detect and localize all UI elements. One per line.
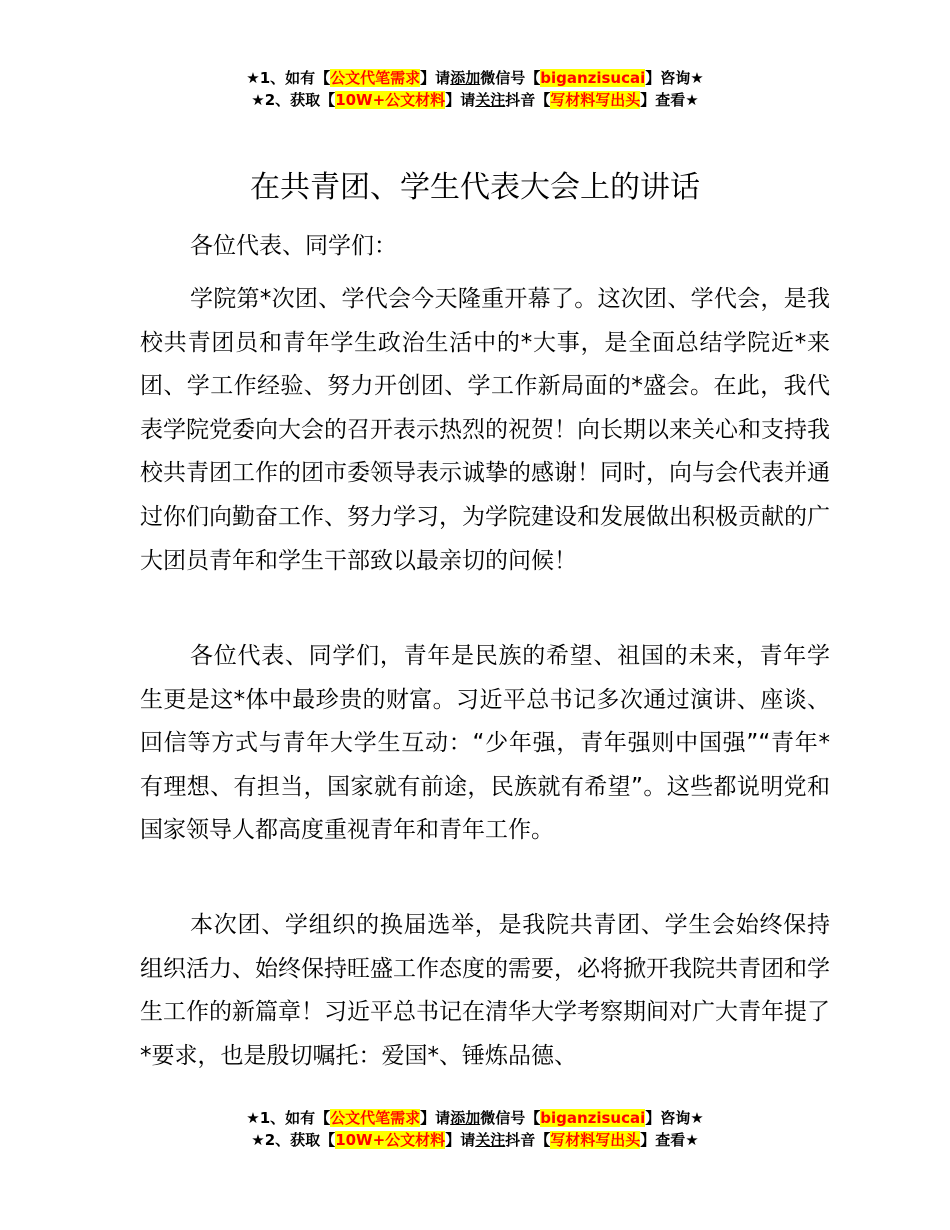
footer-banner — [0, 1107, 950, 1151]
paragraph-1: 学院第*次团、学代会今天隆重开幕了。这次团、学代会，是我校共青团员和青年学生政治生活中的*大事，是全面总结学院近*来团、学工作经验、努力开创团、学工作新局面的*盛会。在此，我代表学院党委向大会的召开表示热烈的祝贺！向长期以来关心和支持我校共青团工作的团市委领导表示诚挚的感谢！同时，向与会代表并通过你们向勤奋工作、努力学习，为学院建设和发展做出积极贡献的广大团员青年和学生干部致以最亲切的问候！ — [140, 286, 830, 574]
banner-highlight: 公文代笔需求 — [330, 69, 421, 87]
banner-underlined-text: 添加 — [450, 69, 481, 87]
banner-text: 】查看★ — [640, 91, 699, 109]
banner-text: 】请 — [420, 1109, 451, 1127]
banner-text: 抖音【 — [505, 91, 551, 109]
salutation: 各位代表、同学们： — [190, 233, 397, 259]
paragraph-3: 本次团、学组织的换届选举，是我院共青团、学生会始终保持组织活力、始终保持旺盛工作态度的需要，必将掀开我院共青团和学生工作的新篇章！习近平总书记在清华大学考察期间对广大青年提了*要求，也是殷切嘱托：爱国*、锤炼品德、 — [140, 912, 830, 1069]
banner-highlight: 写材料写出头 — [550, 91, 641, 109]
banner-text: 微信号【 — [480, 69, 541, 87]
banner-underlined-text: 关注 — [475, 1131, 506, 1149]
banner-highlight: 写材料写出头 — [550, 1131, 641, 1149]
banner-text: ★2、获取【 — [251, 1131, 336, 1149]
banner-text: 微信号【 — [480, 1109, 541, 1127]
banner-highlight: biganzisucai — [540, 69, 646, 87]
banner-text: ★1、如有【 — [246, 1109, 331, 1127]
banner-line-2 — [0, 1129, 950, 1151]
banner-highlight: 10W+公文材料 — [335, 1131, 446, 1149]
banner-text: ★2、获取【 — [251, 91, 336, 109]
banner-highlight: 10W+公文材料 — [335, 91, 446, 109]
banner-text: ★1、如有【 — [246, 69, 331, 87]
banner-line-1 — [0, 1107, 950, 1129]
banner-highlight: 公文代笔需求 — [330, 1109, 421, 1127]
banner-text: 】查看★ — [640, 1131, 699, 1149]
banner-line-2 — [0, 89, 950, 111]
banner-text: 】请 — [445, 91, 476, 109]
banner-text: 抖音【 — [505, 1131, 551, 1149]
banner-text: 】咨询★ — [645, 1109, 704, 1127]
banner-text: 】请 — [420, 69, 451, 87]
banner-highlight: biganzisucai — [540, 1109, 646, 1127]
banner-underlined-text: 关注 — [475, 91, 506, 109]
banner-underlined-text: 添加 — [450, 1109, 481, 1127]
paragraph-2: 各位代表、同学们，青年是民族的希望、祖国的未来，青年学生更是这*体中最珍贵的财富。习近平总书记多次通过演讲、座谈、回信等方式与青年大学生互动：“少年强，青年强则中国强”“青年*有理想、有担当，国家就有前途，民族就有希望”。这些都说明党和国家领导人都高度重视青年和青年工作。 — [140, 643, 830, 844]
document-title: 在共青团、学生代表大会上的讲话 — [250, 170, 700, 205]
banner-text: 】咨询★ — [645, 69, 704, 87]
banner-line-1 — [0, 67, 950, 89]
header-banner — [0, 67, 950, 111]
banner-text: 】请 — [445, 1131, 476, 1149]
